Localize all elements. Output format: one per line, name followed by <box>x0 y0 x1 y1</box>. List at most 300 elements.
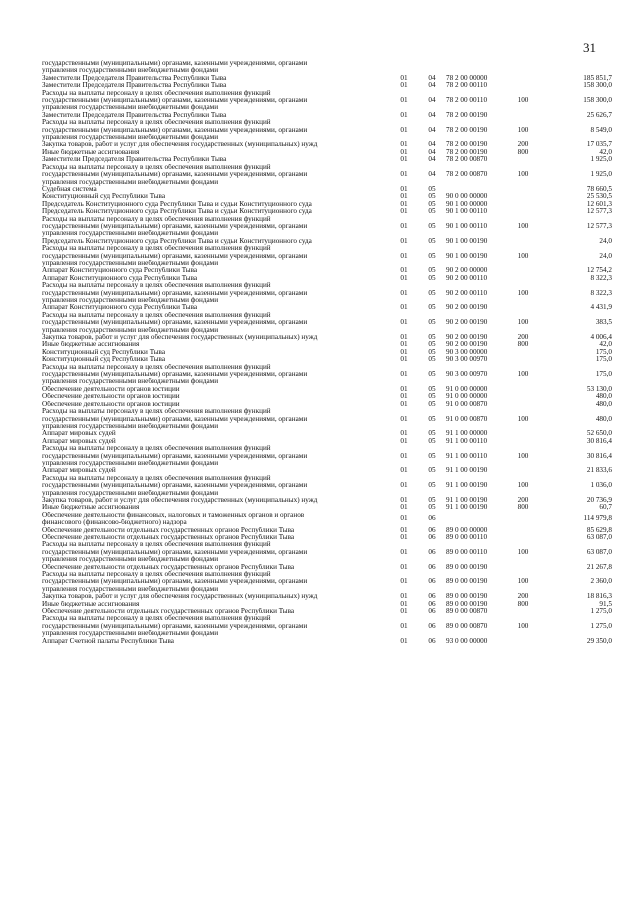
subsection-code: 05 <box>428 192 436 201</box>
section-code: 01 <box>400 221 408 230</box>
description-line: Иные бюджетные ассигнования <box>42 504 140 512</box>
row-description <box>42 304 390 311</box>
row-description <box>42 282 390 304</box>
target-article-code: 89 0 00 00110 <box>446 547 488 556</box>
description-line: Конституционный суд Республики Тыва <box>42 356 166 364</box>
target-article-code: 91 1 00 00110 <box>446 436 488 445</box>
description-line: государственными (муниципальными) органами, казенными учреждениями, органами <box>42 452 308 460</box>
description-line: Закупка товаров, работ и услуг для обеспечения государственных (муниципальных) нужд <box>42 334 318 342</box>
row-description <box>42 156 390 163</box>
amount: 480,0 <box>595 414 612 423</box>
table-row <box>42 75 612 82</box>
description-line: управления государственными внебюджетными фондами <box>42 422 219 430</box>
section-code: 01 <box>400 355 408 364</box>
description-line: Конституционный суд Республики Тыва <box>42 193 166 201</box>
expense-type-code: 100 <box>517 318 529 327</box>
row-description <box>42 430 390 437</box>
table-row <box>42 608 612 615</box>
amount: 12 577,3 <box>586 207 612 216</box>
expense-type-code: 100 <box>517 621 529 630</box>
row-description <box>42 571 390 593</box>
target-article-code: 91 1 00 00190 <box>446 481 488 490</box>
table-row <box>42 90 612 112</box>
amount: 8 322,3 <box>590 288 612 297</box>
target-article-code: 90 2 00 00190 <box>446 340 488 349</box>
description-line: Закупка товаров, работ и услуг для обеспечения государственных (муниципальных) нужд <box>42 496 318 504</box>
expense-type-code: 800 <box>517 340 529 349</box>
row-description <box>42 564 390 571</box>
table-row <box>42 364 612 386</box>
amount: 78 660,5 <box>586 184 612 193</box>
amount: 63 087,0 <box>586 533 612 541</box>
section-code: 01 <box>400 288 408 297</box>
table-row <box>42 445 612 467</box>
section-code: 01 <box>400 147 408 156</box>
subsection-code: 05 <box>428 355 436 364</box>
section-code: 01 <box>400 547 408 556</box>
section-code: 01 <box>400 607 408 616</box>
subsection-code: 06 <box>428 562 436 571</box>
description-line: Расходы на выплаты персоналу в целях обеспечения выполнения функций <box>42 215 271 223</box>
row-description <box>42 475 390 497</box>
table-row <box>42 504 612 511</box>
section-code: 01 <box>400 266 408 275</box>
amount: 12 577,3 <box>586 221 612 230</box>
description-line: Аппарат мировых судей <box>42 467 116 475</box>
table-row <box>42 386 612 393</box>
expense-type-code: 100 <box>517 577 529 586</box>
amount: 91,5 <box>599 599 612 608</box>
page-number: 31 <box>583 40 596 55</box>
amount: 63 087,0 <box>586 547 612 556</box>
row-description <box>42 119 390 141</box>
section-code: 01 <box>400 636 408 645</box>
target-article-code: 91 0 00 00000 <box>446 384 488 393</box>
section-code: 01 <box>400 577 408 586</box>
target-article-code: 93 0 00 00000 <box>446 636 488 645</box>
description-line: управления государственными внебюджетными фондами <box>42 556 219 564</box>
description-line: Расходы на выплаты персоналу в целях обеспечения выполнения функций <box>42 363 271 371</box>
section-code: 01 <box>400 273 408 282</box>
description-line: управления государственными внебюджетными фондами <box>42 297 219 304</box>
description-line: финансового (финансово-бюджетного) надзора <box>42 519 187 527</box>
target-article-code: 89 0 00 00870 <box>446 621 488 630</box>
subsection-code: 05 <box>428 184 436 193</box>
target-article-code: 78 2 00 00870 <box>446 170 488 179</box>
amount: 25 626,7 <box>586 110 612 119</box>
subsection-code: 04 <box>428 170 436 179</box>
subsection-code: 04 <box>428 155 436 164</box>
target-article-code: 78 2 00 00190 <box>446 147 488 156</box>
target-article-code: 90 3 00 00970 <box>446 370 488 379</box>
target-article-code: 90 3 00 00970 <box>446 355 488 364</box>
target-article-code: 89 0 00 00190 <box>446 577 488 586</box>
description-line: Расходы на выплаты персоналу в целях обеспечения выполнения функций <box>42 408 271 416</box>
table-row <box>42 164 612 186</box>
section-code: 01 <box>400 436 408 445</box>
description-line: государственными (муниципальными) органами, казенными учреждениями, органами <box>42 319 308 327</box>
expense-type-code: 100 <box>517 370 529 379</box>
row-description <box>42 334 390 341</box>
target-article-code: 90 1 00 00190 <box>446 251 488 260</box>
subsection-code: 05 <box>428 266 436 275</box>
amount: 158 300,0 <box>583 81 612 90</box>
target-article-code: 78 2 00 00190 <box>446 125 488 134</box>
row-description <box>42 186 390 193</box>
subsection-code: 05 <box>428 384 436 393</box>
description-line: Аппарат мировых судей <box>42 437 116 445</box>
description-line: государственными (муниципальными) органами, казенными учреждениями, органами <box>42 622 308 630</box>
row-description <box>42 504 390 511</box>
amount: 24,0 <box>599 236 612 245</box>
subsection-code: 04 <box>428 96 436 105</box>
subsection-code: 06 <box>428 547 436 556</box>
row-description <box>42 445 390 467</box>
subsection-code: 05 <box>428 347 436 356</box>
section-code: 01 <box>400 347 408 356</box>
amount: 20 736,9 <box>586 495 612 504</box>
table-row <box>42 438 612 445</box>
target-article-code: 91 1 00 00110 <box>446 451 488 460</box>
expense-type-code: 100 <box>517 451 529 460</box>
amount: 383,5 <box>595 318 612 327</box>
description-line: управления государственными внебюджетными фондами <box>42 378 219 386</box>
subsection-code: 04 <box>428 73 436 82</box>
description-line: государственными (муниципальными) органами, казенными учреждениями, органами <box>42 482 308 490</box>
subsection-code: 05 <box>428 273 436 282</box>
description-line: Обеспечение деятельности органов юстиции <box>42 393 180 401</box>
description-line: государственными (муниципальными) органами, казенными учреждениями, органами <box>42 222 308 230</box>
subsection-code: 06 <box>428 533 436 541</box>
section-code: 01 <box>400 399 408 408</box>
description-line: управления государственными внебюджетными фондами <box>42 326 219 334</box>
section-code: 01 <box>400 192 408 201</box>
table-row <box>42 245 612 267</box>
expense-type-code: 200 <box>517 495 529 504</box>
subsection-code: 06 <box>428 525 436 534</box>
description-line: Расходы на выплаты персоналу в целях обеспечения выполнения функций <box>42 615 271 623</box>
expense-type-code: 800 <box>517 599 529 608</box>
subsection-code: 04 <box>428 147 436 156</box>
amount: 42,0 <box>599 147 612 156</box>
table-row <box>42 401 612 408</box>
description-line: Председатель Конституционного суда Республики Тыва и судьи Конституционного суда <box>42 200 312 208</box>
section-code: 01 <box>400 414 408 423</box>
expense-type-code: 200 <box>517 592 529 601</box>
expense-type-code: 100 <box>517 288 529 297</box>
amount: 21 833,6 <box>586 466 612 475</box>
target-article-code: 89 0 00 00190 <box>446 599 488 608</box>
target-article-code: 89 0 00 00190 <box>446 562 488 571</box>
subsection-code: 06 <box>428 599 436 608</box>
section-code: 01 <box>400 110 408 119</box>
section-code: 01 <box>400 481 408 490</box>
target-article-code: 78 2 00 00000 <box>446 73 488 82</box>
table-row <box>42 601 612 608</box>
amount: 85 629,8 <box>586 525 612 534</box>
expense-type-code: 100 <box>517 547 529 556</box>
row-description <box>42 541 390 563</box>
subsection-code: 05 <box>428 414 436 423</box>
table-row <box>42 564 612 571</box>
description-line: управления государственными внебюджетными фондами <box>42 67 219 75</box>
table-row <box>42 393 612 400</box>
subsection-code: 05 <box>428 392 436 401</box>
target-article-code: 89 0 00 00000 <box>446 525 488 534</box>
description-line: Обеспечение деятельности органов юстиции <box>42 385 180 393</box>
table-row <box>42 156 612 163</box>
table-row <box>42 527 612 534</box>
table-row <box>42 201 612 208</box>
row-description <box>42 216 390 238</box>
description-line: Судебная система <box>42 185 97 193</box>
subsection-code: 05 <box>428 481 436 490</box>
table-row <box>42 149 612 156</box>
section-code: 01 <box>400 73 408 82</box>
subsection-code: 05 <box>428 318 436 327</box>
description-line: Аппарат мировых судей <box>42 430 116 438</box>
description-line: управления государственными внебюджетными фондами <box>42 630 219 638</box>
description-line: управления государственными внебюджетными фондами <box>42 585 219 593</box>
row-description <box>42 141 390 148</box>
description-line: Расходы на выплаты персоналу в целях обеспечения выполнения функций <box>42 89 271 97</box>
subsection-code: 05 <box>428 399 436 408</box>
description-line: Закупка товаров, работ и услуг для обеспечения государственных (муниципальных) нужд <box>42 141 318 149</box>
budget-table <box>42 60 612 645</box>
amount: 30 816,4 <box>586 451 612 460</box>
description-line: Обеспечение деятельности отдельных государственных органов Республики Тыва <box>42 534 295 541</box>
table-row <box>42 534 612 541</box>
expense-type-code: 100 <box>517 96 529 105</box>
amount: 8 549,0 <box>590 125 612 134</box>
amount: 2 360,0 <box>590 577 612 586</box>
section-code: 01 <box>400 184 408 193</box>
subsection-code: 05 <box>428 207 436 216</box>
expense-type-code: 100 <box>517 170 529 179</box>
table-row <box>42 571 612 593</box>
section-code: 01 <box>400 592 408 601</box>
subsection-code: 06 <box>428 621 436 630</box>
row-description <box>42 608 390 615</box>
amount: 21 267,8 <box>586 562 612 571</box>
subsection-code: 05 <box>428 221 436 230</box>
amount: 1 925,0 <box>590 155 612 164</box>
subsection-code: 05 <box>428 466 436 475</box>
section-code: 01 <box>400 333 408 342</box>
description-line: Аппарат Счетной палаты Республики Тыва <box>42 637 174 645</box>
row-description <box>42 90 390 112</box>
description-line: Расходы на выплаты персоналу в целях обеспечения выполнения функций <box>42 311 271 319</box>
subsection-code: 04 <box>428 81 436 90</box>
subsection-code: 05 <box>428 333 436 342</box>
description-line: Расходы на выплаты персоналу в целях обеспечения выполнения функций <box>42 571 271 579</box>
subsection-code: 06 <box>428 577 436 586</box>
target-article-code: 91 1 00 00000 <box>446 429 488 438</box>
section-code: 01 <box>400 96 408 105</box>
amount: 1 036,0 <box>590 481 612 490</box>
amount: 175,0 <box>595 370 612 379</box>
table-row <box>42 275 612 282</box>
description-line: Расходы на выплаты персоналу в целях обеспечения выполнения функций <box>42 541 271 549</box>
row-description <box>42 638 390 645</box>
amount: 158 300,0 <box>583 96 612 105</box>
description-line: Председатель Конституционного суда Республики Тыва и судьи Конституционного суда <box>42 208 312 216</box>
description-line: Обеспечение деятельности отдельных государственных органов Республики Тыва <box>42 608 295 616</box>
description-line: Расходы на выплаты персоналу в целях обеспечения выполнения функций <box>42 282 271 290</box>
description-line: Обеспечение деятельности отдельных государственных органов Республики Тыва <box>42 526 295 534</box>
description-line: Расходы на выплаты персоналу в целях обеспечения выполнения функций <box>42 245 271 253</box>
amount: 1 275,0 <box>590 607 612 616</box>
section-code: 01 <box>400 81 408 90</box>
table-row <box>42 638 612 645</box>
table-row <box>42 467 612 474</box>
target-article-code: 90 3 00 00000 <box>446 347 488 356</box>
table-row <box>42 541 612 563</box>
description-line: Закупка товаров, работ и услуг для обеспечения государственных (муниципальных) нужд <box>42 593 318 601</box>
target-article-code: 90 2 00 00190 <box>446 303 488 312</box>
subsection-code: 05 <box>428 436 436 445</box>
description-line: Обеспечение деятельности отдельных государственных органов Республики Тыва <box>42 563 295 571</box>
expense-type-code: 100 <box>517 251 529 260</box>
target-article-code: 90 0 00 00000 <box>446 192 488 201</box>
section-code: 01 <box>400 207 408 216</box>
row-description <box>42 275 390 282</box>
subsection-code: 05 <box>428 495 436 504</box>
expense-type-code: 200 <box>517 333 529 342</box>
amount: 480,0 <box>595 399 612 408</box>
table-row <box>42 349 612 356</box>
subsection-code: 06 <box>428 514 436 523</box>
subsection-code: 05 <box>428 370 436 379</box>
section-code: 01 <box>400 318 408 327</box>
description-line: управления государственными внебюджетными фондами <box>42 104 219 112</box>
target-article-code: 91 1 00 00190 <box>446 503 488 512</box>
description-line: управления государственными внебюджетными фондами <box>42 459 219 467</box>
target-article-code: 90 2 00 00190 <box>446 318 488 327</box>
amount: 1 275,0 <box>590 621 612 630</box>
row-description <box>42 386 390 393</box>
section-code: 01 <box>400 370 408 379</box>
row-description <box>42 312 390 334</box>
description-line: Расходы на выплаты персоналу в целях обеспечения выполнения функций <box>42 445 271 453</box>
description-line: Расходы на выплаты персоналу в целях обеспечения выполнения функций <box>42 119 271 127</box>
amount: 18 816,3 <box>586 592 612 601</box>
section-code: 01 <box>400 340 408 349</box>
row-description <box>42 341 390 348</box>
section-code: 01 <box>400 525 408 534</box>
description-line: государственными (муниципальными) органами, казенными учреждениями, органами <box>42 371 308 379</box>
section-code: 01 <box>400 503 408 512</box>
section-code: 01 <box>400 495 408 504</box>
description-line: государственными (муниципальными) органами, казенными учреждениями, органами <box>42 126 308 134</box>
row-description <box>42 267 390 274</box>
row-description <box>42 601 390 608</box>
amount: 17 035,7 <box>586 140 612 149</box>
target-article-code: 90 1 00 00000 <box>446 199 488 208</box>
target-article-code: 90 1 00 00110 <box>446 207 488 216</box>
section-code: 01 <box>400 451 408 460</box>
row-description <box>42 364 390 386</box>
amount: 185 851,7 <box>583 73 612 82</box>
subsection-code: 04 <box>428 140 436 149</box>
subsection-code: 05 <box>428 251 436 260</box>
row-description <box>42 238 390 245</box>
subsection-code: 05 <box>428 288 436 297</box>
section-code: 01 <box>400 384 408 393</box>
target-article-code: 89 0 00 00870 <box>446 607 488 616</box>
target-article-code: 90 2 00 00110 <box>446 288 488 297</box>
section-code: 01 <box>400 533 408 541</box>
subsection-code: 05 <box>428 236 436 245</box>
target-article-code: 89 0 00 00110 <box>446 533 488 541</box>
table-row <box>42 60 612 75</box>
description-line: государственными (муниципальными) органами, казенными учреждениями, органами <box>42 578 308 586</box>
table-row <box>42 615 612 637</box>
target-article-code: 90 2 00 00000 <box>446 266 488 275</box>
target-article-code: 78 2 00 00190 <box>446 110 488 119</box>
expense-type-code: 100 <box>517 414 529 423</box>
amount: 25 530,5 <box>586 192 612 201</box>
subsection-code: 06 <box>428 592 436 601</box>
row-description <box>42 245 390 267</box>
amount: 480,0 <box>595 392 612 401</box>
description-line: Расходы на выплаты персоналу в целях обеспечения выполнения функций <box>42 474 271 482</box>
target-article-code: 78 2 00 00190 <box>446 140 488 149</box>
section-code: 01 <box>400 155 408 164</box>
target-article-code: 90 2 00 00110 <box>446 273 488 282</box>
expense-type-code: 100 <box>517 481 529 490</box>
row-description <box>42 512 390 527</box>
table-row <box>42 282 612 304</box>
description-line: управления государственными внебюджетными фондами <box>42 259 219 267</box>
table-row <box>42 119 612 141</box>
row-description <box>42 82 390 89</box>
amount: 4 431,9 <box>590 303 612 312</box>
description-line: Заместители Председателя Правительства Республики Тыва <box>42 82 227 90</box>
target-article-code: 90 1 00 00190 <box>446 236 488 245</box>
target-article-code: 78 2 00 00870 <box>446 155 488 164</box>
row-description <box>42 401 390 408</box>
amount: 4 006,4 <box>590 333 612 342</box>
subsection-code: 05 <box>428 340 436 349</box>
subsection-code: 06 <box>428 636 436 645</box>
row-description <box>42 534 390 541</box>
expense-type-code: 800 <box>517 503 529 512</box>
description-line: Иные бюджетные ассигнования <box>42 148 140 156</box>
subsection-code: 05 <box>428 503 436 512</box>
row-description <box>42 75 390 82</box>
description-line: Расходы на выплаты персоналу в целях обеспечения выполнения функций <box>42 163 271 171</box>
amount: 52 650,0 <box>586 429 612 438</box>
subsection-code: 05 <box>428 451 436 460</box>
row-description <box>42 467 390 474</box>
row-description <box>42 112 390 119</box>
description-line: управления государственными внебюджетными фондами <box>42 230 219 238</box>
table-row <box>42 112 612 119</box>
description-line: Обеспечение деятельности органов юстиции <box>42 400 180 408</box>
description-line: управления государственными внебюджетными фондами <box>42 134 219 142</box>
row-description <box>42 349 390 356</box>
amount: 12 754,2 <box>586 266 612 275</box>
description-line: Иные бюджетные ассигнования <box>42 600 140 608</box>
description-line: государственными (муниципальными) органами, казенными учреждениями, органами <box>42 97 308 105</box>
description-line: Иные бюджетные ассигнования <box>42 341 140 349</box>
expense-type-code: 800 <box>517 147 529 156</box>
section-code: 01 <box>400 199 408 208</box>
target-article-code: 90 2 00 00190 <box>446 333 488 342</box>
description-line: Конституционный суд Республики Тыва <box>42 348 166 356</box>
table-row <box>42 430 612 437</box>
